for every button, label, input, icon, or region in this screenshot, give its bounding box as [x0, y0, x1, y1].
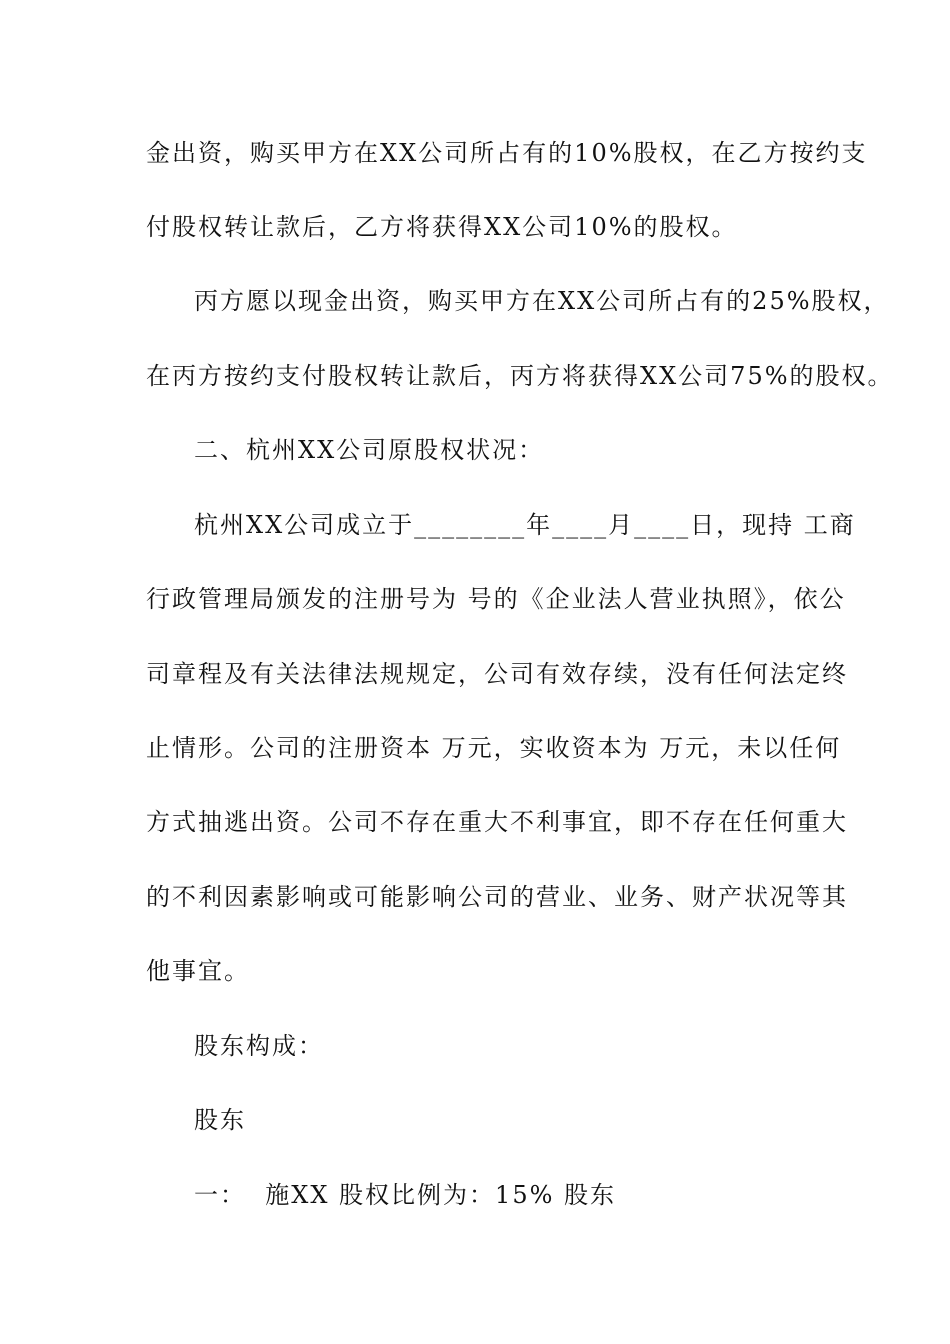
paragraph-line: 付股权转让款后，乙方将获得XX公司10%的股权。 [146, 213, 738, 241]
paragraph-line: 丙方愿以现金出资，购买甲方在XX公司所占有的25%股权， [194, 287, 890, 315]
paragraph-line: 在丙方按约支付股权转让款后，丙方将获得XX公司75%的股权。 [146, 362, 894, 390]
paragraph-line: 止情形。公司的注册资本 万元，实收资本为 万元，未以任何 [146, 734, 842, 762]
shareholder-heading: 股东构成： [194, 1032, 324, 1060]
section-heading: 二、杭州XX公司原股权状况： [194, 436, 545, 464]
paragraph-line: 司章程及有关法律法规规定，公司有效存续，没有任何法定终 [146, 660, 848, 688]
paragraph-line: 行政管理局颁发的注册号为 号的《企业法人营业执照》，依公 [146, 585, 846, 613]
shareholder-label: 股东 [194, 1106, 246, 1134]
paragraph-line: 杭州XX公司成立于________年____月____日，现持 工商 [194, 511, 856, 539]
paragraph-line: 金出资，购买甲方在XX公司所占有的10%股权，在乙方按约支 [146, 139, 868, 167]
paragraph-line: 方式抽逃出资。公司不存在重大不利事宜，即不存在任何重大 [146, 808, 848, 836]
shareholder-entry: 一： 施XX 股权比例为：15% 股东 [194, 1181, 617, 1209]
paragraph-line: 的不利因素影响或可能影响公司的营业、业务、财产状况等其 [146, 883, 848, 911]
paragraph-line: 他事宜。 [146, 957, 250, 985]
